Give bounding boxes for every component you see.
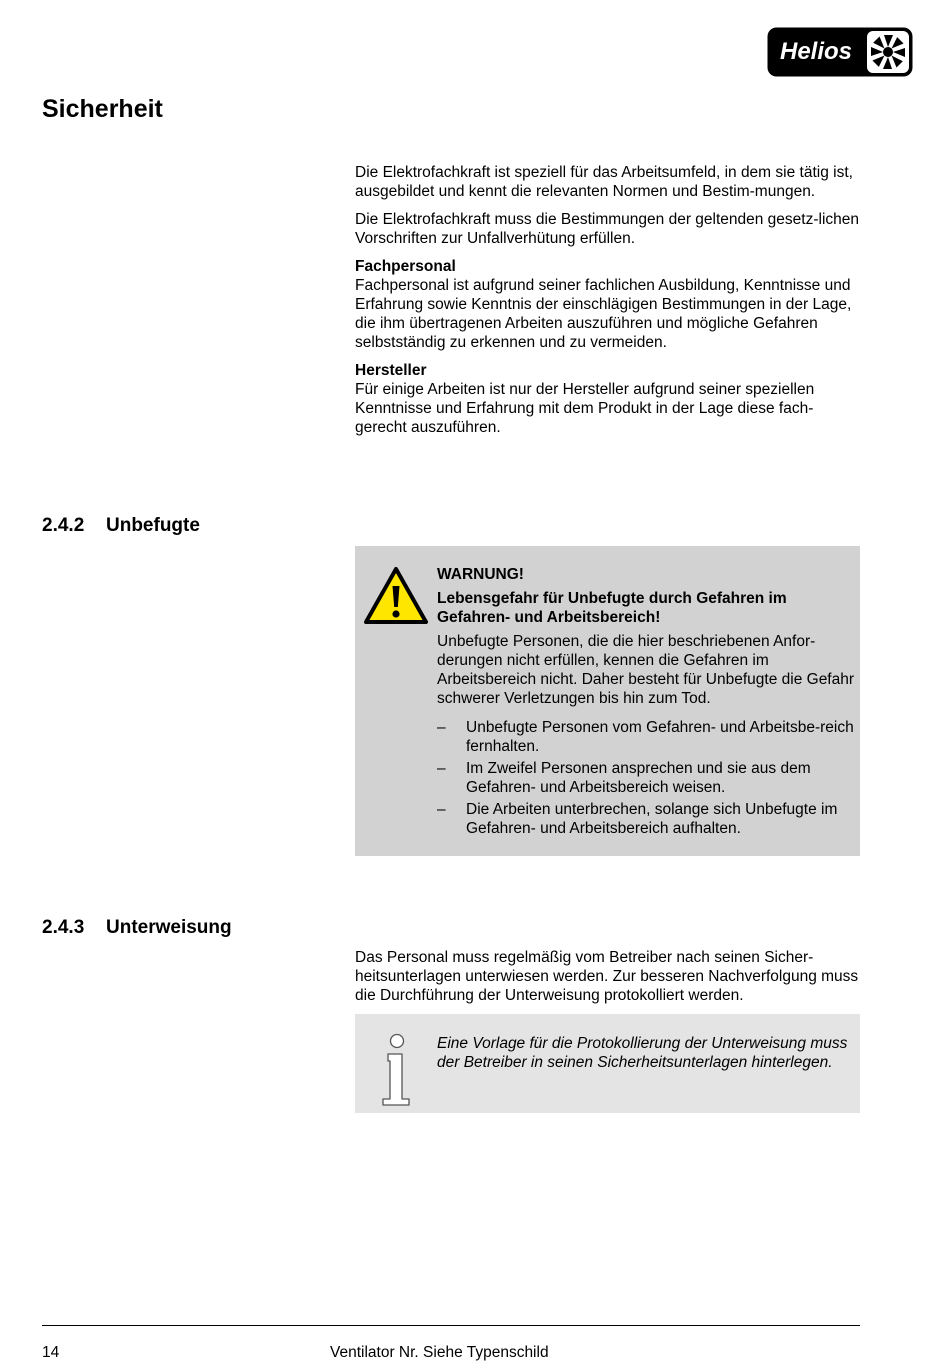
warning-body: Unbefugte Personen, die die hier beschriebenen Anfor-derungen nicht erfüllen, kennen die Gefahren im Arbeitsbereich nicht. Daher besteht für Unbefugte die Gefahr schwerer Verletzungen bis hin zum Tod. — [437, 633, 855, 707]
info-icon — [379, 1033, 415, 1107]
paragraph: Das Personal muss regelmäßig vom Betreiber nach seinen Sicher-heitsunterlagen unterwiesen werden. Zur besseren Nachverfolgung muss die Durchführung der Unterweisung protokolliert werden. — [355, 949, 859, 1004]
list-item — [437, 718, 855, 756]
warning-bullet-list — [437, 718, 855, 838]
section-heading-unterweisung — [42, 916, 232, 940]
bullet-dash: – — [437, 719, 446, 736]
subheading-hersteller: Hersteller — [355, 362, 427, 379]
warning-triangle-icon — [363, 566, 429, 626]
warning-box — [355, 546, 860, 856]
paragraph: Für einige Arbeiten ist nur der Hersteller aufgrund seiner speziellen Kenntnisse und Erfahrung mit dem Produkt in der Lage diese fach-gerecht auszuführen. — [355, 381, 815, 436]
paragraph: Fachpersonal ist aufgrund seiner fachlichen Ausbildung, Kenntnisse und Erfahrung sowie Kenntnis der einschlägigen Bestimmungen in der Lage, die ihm übertragenen Arbeiten auszuführen und mögliche Gefahren selbstständig zu erkennen und zu vermeiden. — [355, 277, 852, 351]
warning-label: WARNUNG! — [437, 566, 524, 583]
warning-headline: Lebensgefahr für Unbefugte durch Gefahren im Gefahren- und Arbeitsbereich! — [437, 590, 787, 626]
footer-title: Ventilator Nr. Siehe Typenschild — [330, 1344, 549, 1361]
subheading-fachpersonal: Fachpersonal — [355, 258, 456, 275]
page-number: 14 — [42, 1344, 60, 1361]
list-item — [437, 759, 855, 797]
warning-content — [437, 565, 855, 841]
helios-logo — [766, 26, 914, 78]
logo-text: Helios — [779, 38, 853, 65]
paragraph: Die Elektrofachkraft muss die Bestimmungen der geltenden gesetz-lichen Vorschriften zur Unfallverhütung erfüllen. — [355, 211, 860, 247]
list-item-text: Unbefugte Personen vom Gefahren- und Arbeitsbe-reich fernhalten. — [466, 719, 854, 755]
bullet-dash: – — [437, 801, 446, 818]
section-title: Unterweisung — [106, 917, 232, 938]
intro-text-block — [355, 163, 863, 437]
section-title: Unbefugte — [106, 515, 200, 536]
section-heading-unbefugte — [42, 514, 200, 538]
info-text: Eine Vorlage für die Protokollierung der Unterweisung muss der Betreiber in seinen Sicherheitsunterlagen hinterlegen. — [437, 1035, 848, 1071]
list-item-text: Die Arbeiten unterbrechen, solange sich Unbefugte im Gefahren- und Arbeitsbereich aufhalten. — [466, 801, 838, 837]
section-number: 2.4.3 — [42, 917, 85, 938]
list-item — [437, 800, 855, 838]
unterweisung-text-block — [355, 948, 863, 1005]
footer-divider — [42, 1325, 860, 1326]
list-item-text: Im Zweifel Personen ansprechen und sie aus dem Gefahren- und Arbeitsbereich weisen. — [466, 760, 811, 796]
bullet-dash: – — [437, 760, 446, 777]
page-title: Sicherheit — [42, 95, 163, 123]
info-box — [355, 1014, 860, 1113]
section-number: 2.4.2 — [42, 515, 85, 536]
paragraph: Die Elektrofachkraft ist speziell für das Arbeitsumfeld, in dem sie tätig ist, ausgebildet und kennt die relevanten Normen und Bestim-mungen. — [355, 164, 853, 200]
